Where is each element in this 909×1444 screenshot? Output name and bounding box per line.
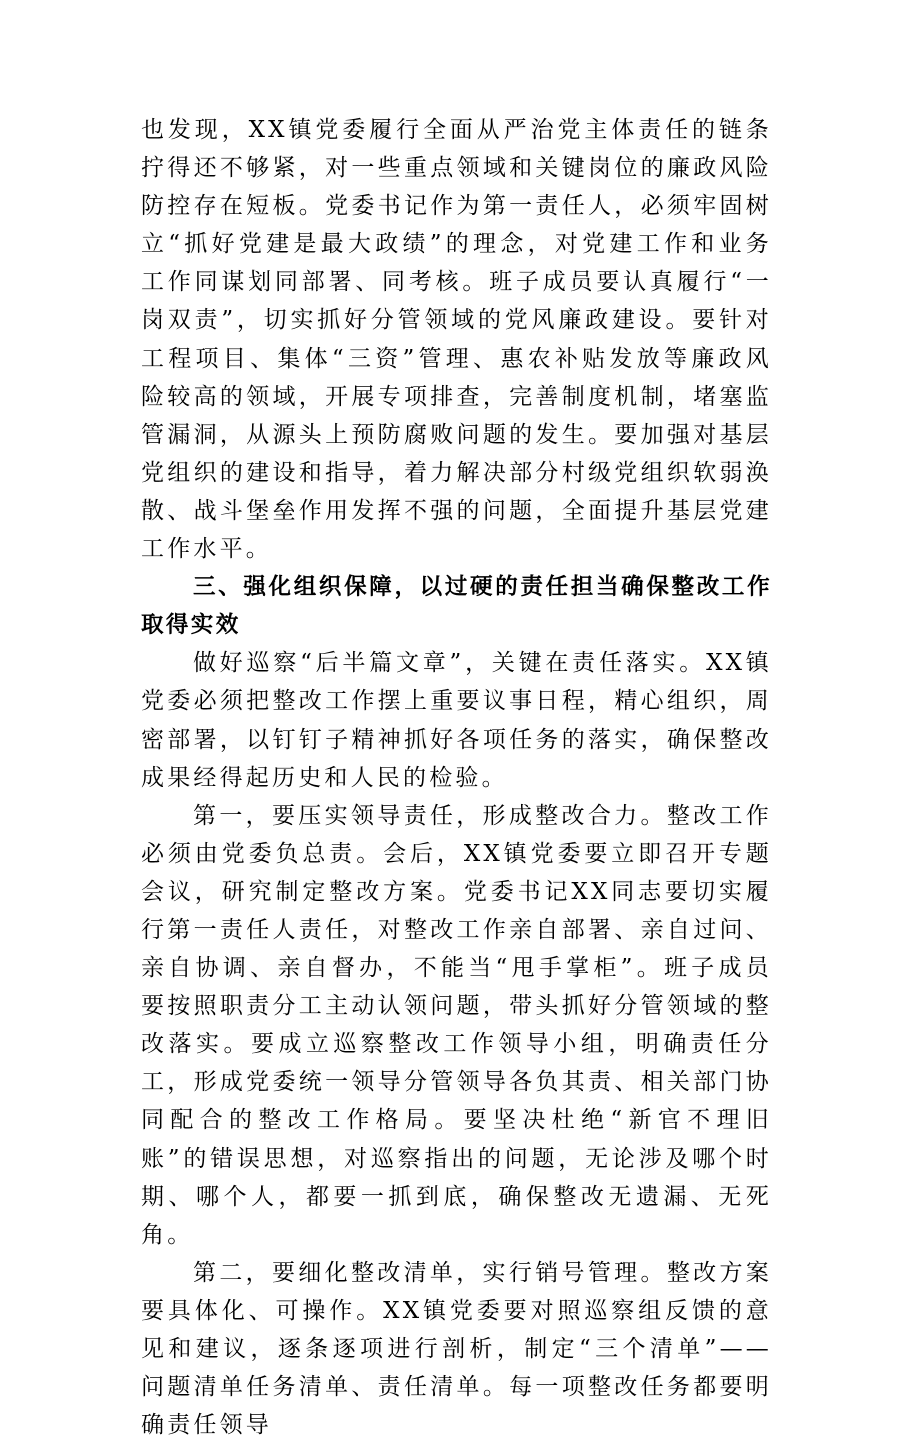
body-paragraph: 做好巡察“后半篇文章”，关键在责任落实。XX镇党委必须把整改工作摆上重要议事日程，精心组织，周密部署，以钉钉子精神抓好各项任务的落实，确保整改成果经得起历史和人民的检验。 [141, 650, 772, 791]
body-paragraph: 第一，要压实领导责任，形成整改合力。整改工作必须由党委负总责。会后，XX镇党委要立即召开专题会议，研究制定整改方案。党委书记XX同志要切实履行第一责任人责任，对整改工作亲自部署、亲自过问、亲自协调、亲自督办，不能当“甩手掌柜”。班子成员要按照职责分工主动认领问题，带头抓好分管领域的整改落实。要成立巡察整改工作领导小组，明确责任分工，形成党委统一领导分管领导各负其责、相关部门协同配合的整改工作格局。要坚决杜绝“新官不理旧账”的错误思想，对巡察指出的问题，无论涉及哪个时期、哪个人，都要一抓到底，确保整改无遗漏、无死角。 [141, 802, 772, 1248]
body-paragraph: 第二，要细化整改清单，实行销号管理。整改方案要具体化、可操作。XX镇党委要对照巡察组反馈的意见和建议，逐条逐项进行剖析，制定“三个清单”——问题清单任务清单、责任清单。每一项整改任务都要明确责任领导 [141, 1259, 772, 1439]
section-heading: 三、强化组织保障，以过硬的责任担当确保整改工作取得实效 [141, 574, 772, 639]
body-paragraph: 也发现，XX镇党委履行全面从严治党主体责任的链条拧得还不够紧，对一些重点领域和关键岗位的廉政风险防控存在短板。党委书记作为第一责任人，必须牢固树立“抓好党建是最大政绩”的理念，对党建工作和业务工作同谋划同部署、同考核。班子成员要认真履行“一岗双责”，切实抓好分管领域的党风廉政建设。要针对工程项目、集体“三资”管理、惠农补贴发放等廉政风险较高的领域，开展专项排查，完善制度机制，堵塞监管漏洞，从源头上预防腐败问题的发生。要加强对基层党组织的建设和指导，着力解决部分村级党组织软弱涣散、战斗堡垒作用发挥不强的问题，全面提升基层党建工作水平。 [141, 117, 772, 563]
document-body [141, 111, 772, 1444]
